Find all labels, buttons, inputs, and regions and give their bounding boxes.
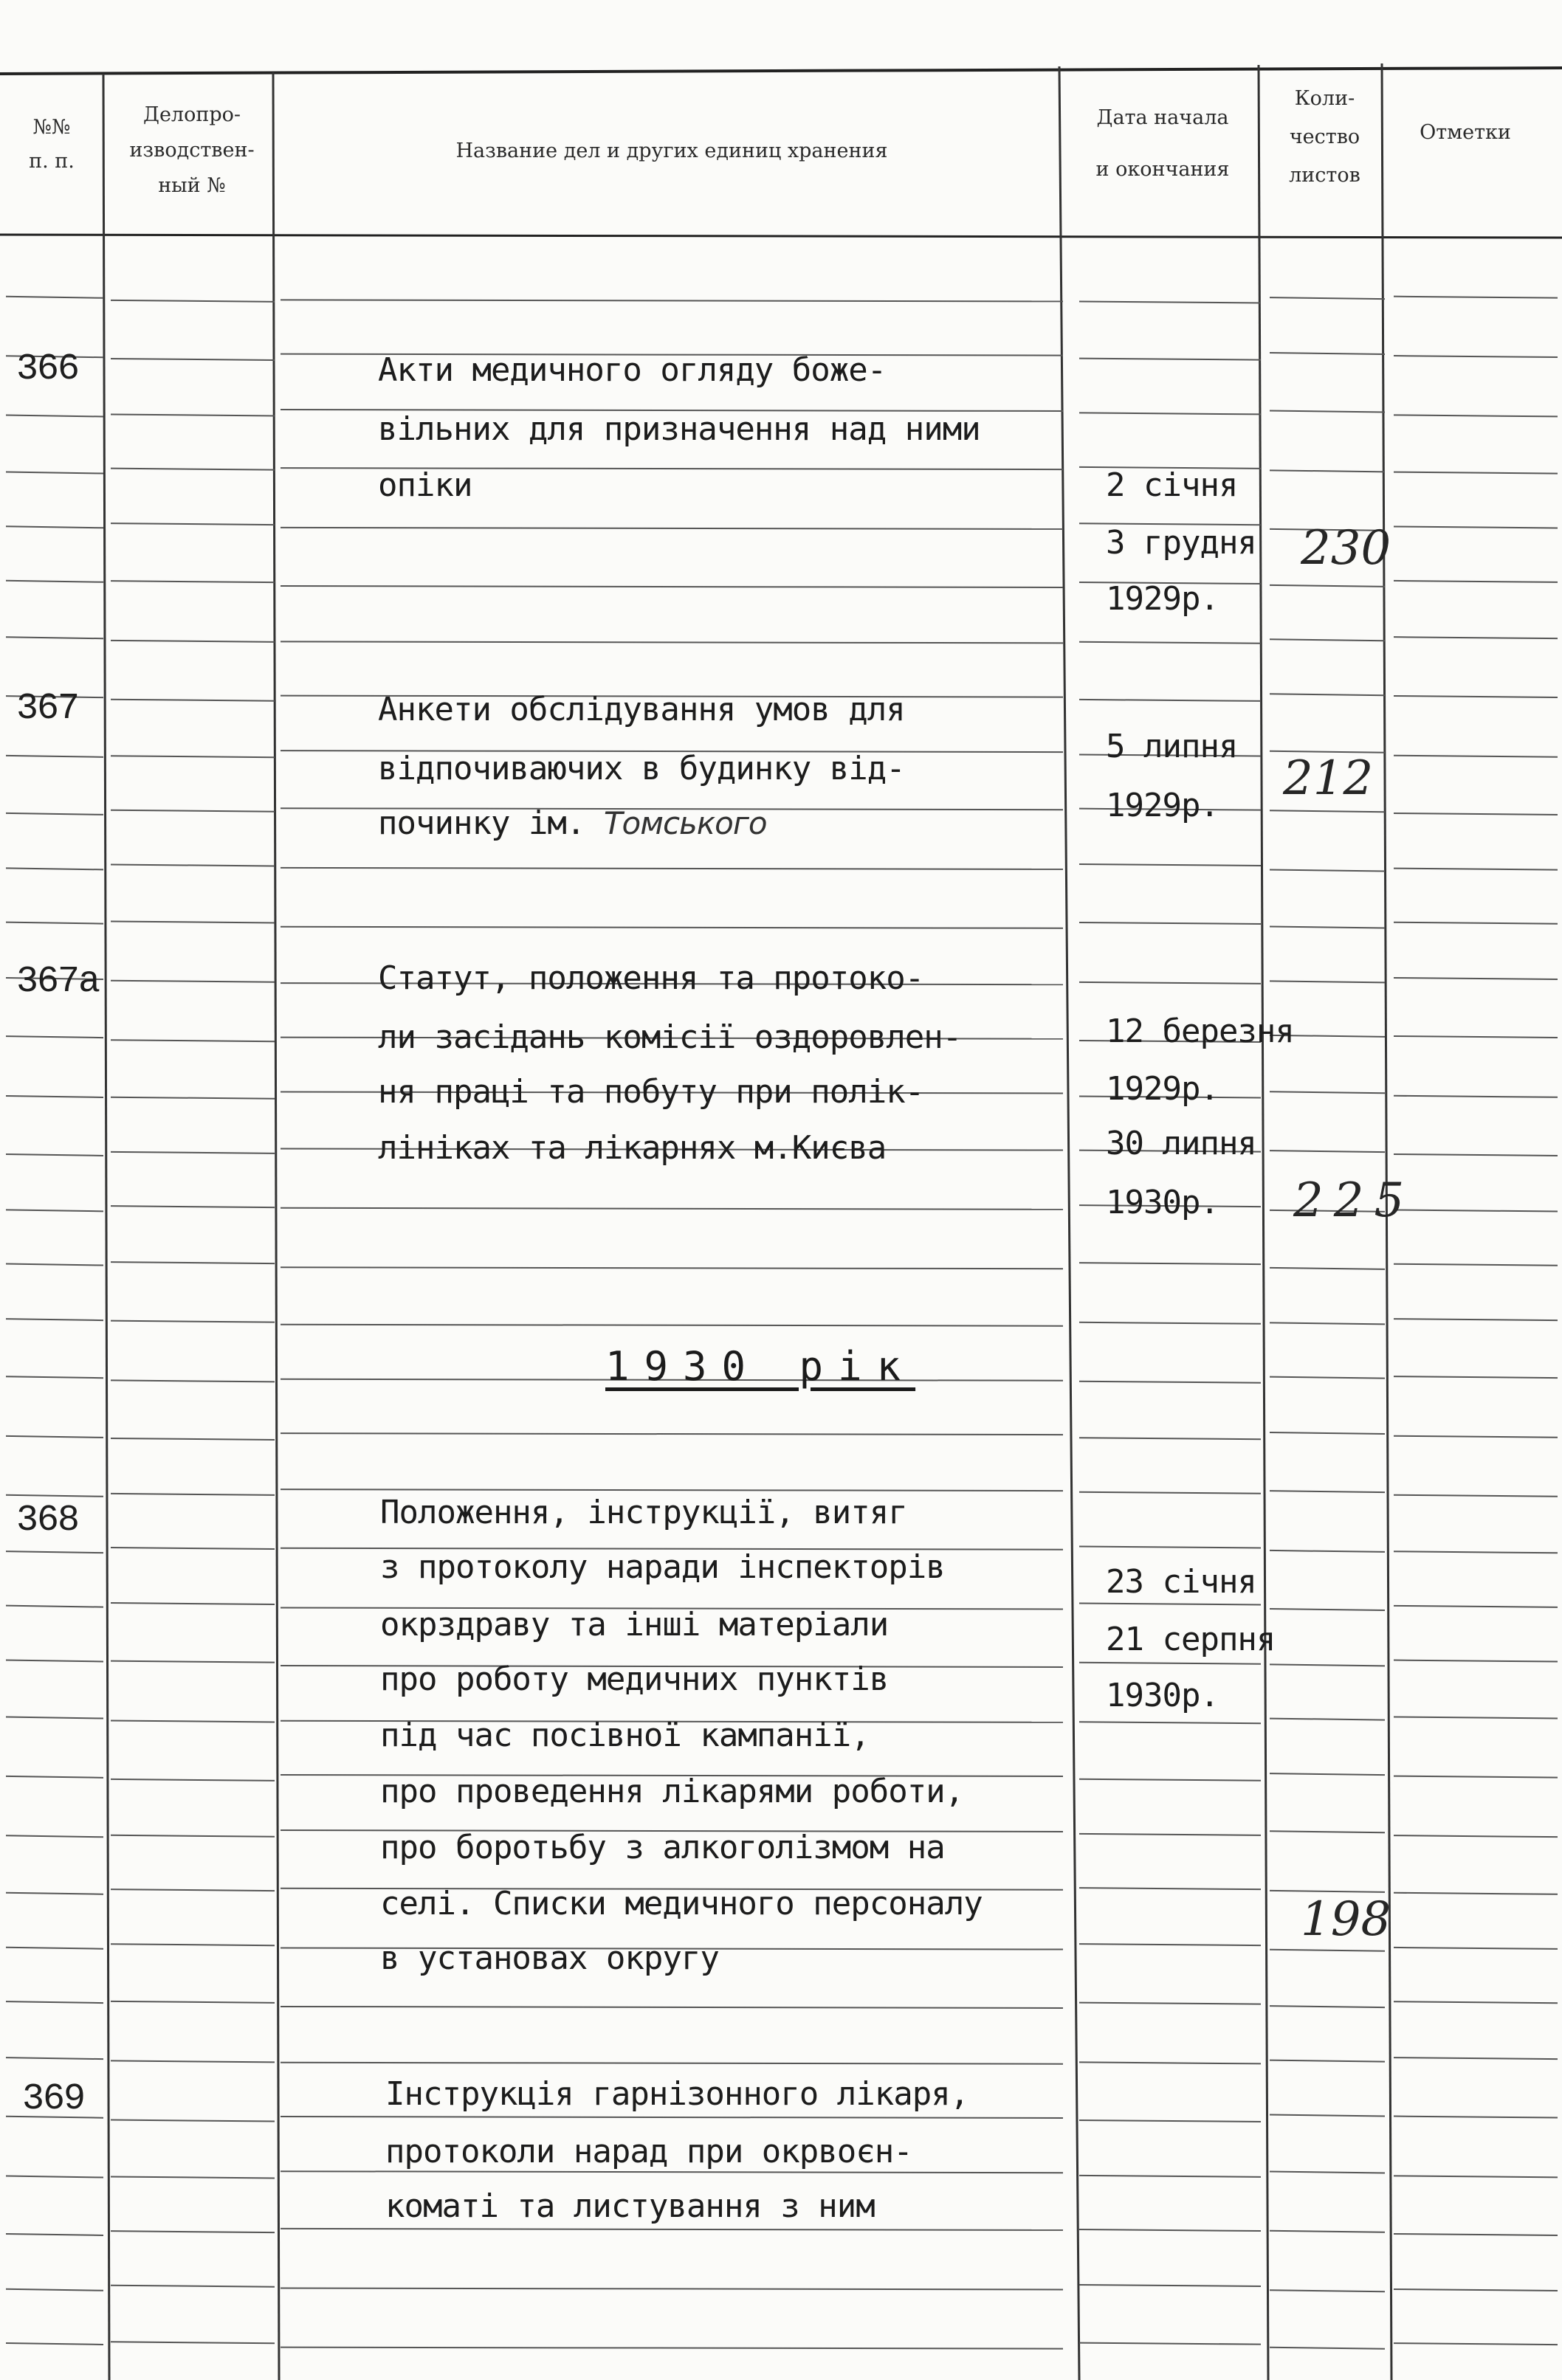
header-col-sheets-line3: листов: [1289, 164, 1360, 187]
header-col-notes: Отметки: [1420, 121, 1511, 144]
entry-title-line: опіки: [378, 466, 472, 504]
header-col-sheets: [1264, 80, 1386, 195]
entry-title-line: лініках та лікарнях м.Києва: [378, 1129, 887, 1167]
entry-title-line: про боротьбу з алкоголізмом на: [380, 1829, 945, 1866]
entry-title-line: [378, 804, 767, 842]
header-col-sheets-line2: чество: [1289, 125, 1360, 148]
entry-date-line: 1929р.: [1106, 580, 1219, 618]
entry-title-line: окрздраву та інші матеріали: [380, 1606, 889, 1643]
entry-number: 367: [16, 688, 79, 730]
header-col-office-line3: ный №: [158, 174, 226, 197]
entry-title-line: з протоколу наради інспекторів: [380, 1548, 945, 1586]
entry-date-line: 3 грудня: [1106, 524, 1256, 562]
entry-title-line: коматі та листування з ним: [385, 2187, 875, 2225]
entry-date-line: 30 липня: [1106, 1125, 1256, 1162]
entry-title-line: Положення, інструкції, витяг: [380, 1494, 907, 1531]
entry-title-line: в установах округу: [380, 1939, 719, 1977]
header-col-dates-line1: Дата начала: [1096, 106, 1229, 129]
entry-date-line: 23 січня: [1106, 1563, 1256, 1601]
entry-title-line: відпочиваючих в будинку від-: [378, 750, 905, 787]
entry-sheet-count: 212: [1283, 751, 1374, 806]
entry-date-line: 1930р.: [1106, 1184, 1219, 1221]
header-col-office-line2: изводствен-: [129, 139, 255, 162]
entry-date-line: 5 липня: [1106, 728, 1238, 765]
entry-date-line: 2 січня: [1106, 466, 1238, 504]
header-col-title: Название дел и других единиц хранения: [455, 139, 888, 162]
entry-sheet-count: 225: [1293, 1173, 1415, 1228]
entry-title-line: Акти медичного огляду боже-: [378, 351, 887, 389]
header-col-number-line1: №№: [32, 116, 71, 139]
header-col-dates-line2: и окончания: [1095, 158, 1230, 181]
entry-title-line: протоколи нарад при окрвоєн-: [385, 2133, 912, 2170]
entry-sheet-count: 230: [1301, 521, 1391, 576]
entry-number: 366: [16, 348, 79, 390]
entry-sheet-count: 198: [1301, 1892, 1391, 1947]
entry-title-line: Інструкція гарнізонного лікаря,: [385, 2075, 969, 2113]
header-col-number: [7, 111, 96, 179]
entry-title-text: починку ім.: [378, 804, 585, 842]
entry-title-line: про роботу медичних пунктів: [380, 1660, 889, 1698]
header-col-number-line2: п. п.: [29, 150, 75, 173]
handwritten-name: Томського: [603, 805, 767, 841]
entry-number: 367а: [16, 961, 100, 1003]
entry-title-line: про проведення лікарями роботи,: [380, 1773, 964, 1810]
entry-title-line: під час посівної кампанії,: [380, 1717, 870, 1754]
entry-number: 368: [16, 1500, 79, 1542]
header-col-office-number: [111, 97, 273, 204]
entry-title-line: селі. Списки медичного персоналу: [380, 1885, 983, 1922]
header-col-office-line1: Делопро-: [143, 103, 241, 126]
entry-date-line: 1929р.: [1106, 787, 1219, 824]
header-col-sheets-line1: Коли-: [1294, 87, 1355, 110]
entry-date-line: 12 березня: [1106, 1013, 1294, 1050]
year-heading: 1930 рік: [605, 1343, 916, 1390]
entry-date-line: 1930р.: [1106, 1677, 1219, 1714]
entry-date-line: 1929р.: [1106, 1070, 1219, 1108]
header-col-dates: [1067, 92, 1259, 196]
entry-date-line: 21 серпня: [1106, 1621, 1276, 1658]
entry-title-line: Статут, положення та протоко-: [378, 959, 924, 997]
entry-title-line: ли засідань комісії оздоровлен-: [378, 1018, 962, 1056]
entry-number: 369: [22, 2078, 85, 2120]
entry-title-line: вільних для призначення над ними: [378, 410, 980, 448]
entry-title-line: Анкети обслідування умов для: [378, 691, 905, 728]
entry-title-line: ня праці та побуту при полік-: [378, 1073, 924, 1111]
